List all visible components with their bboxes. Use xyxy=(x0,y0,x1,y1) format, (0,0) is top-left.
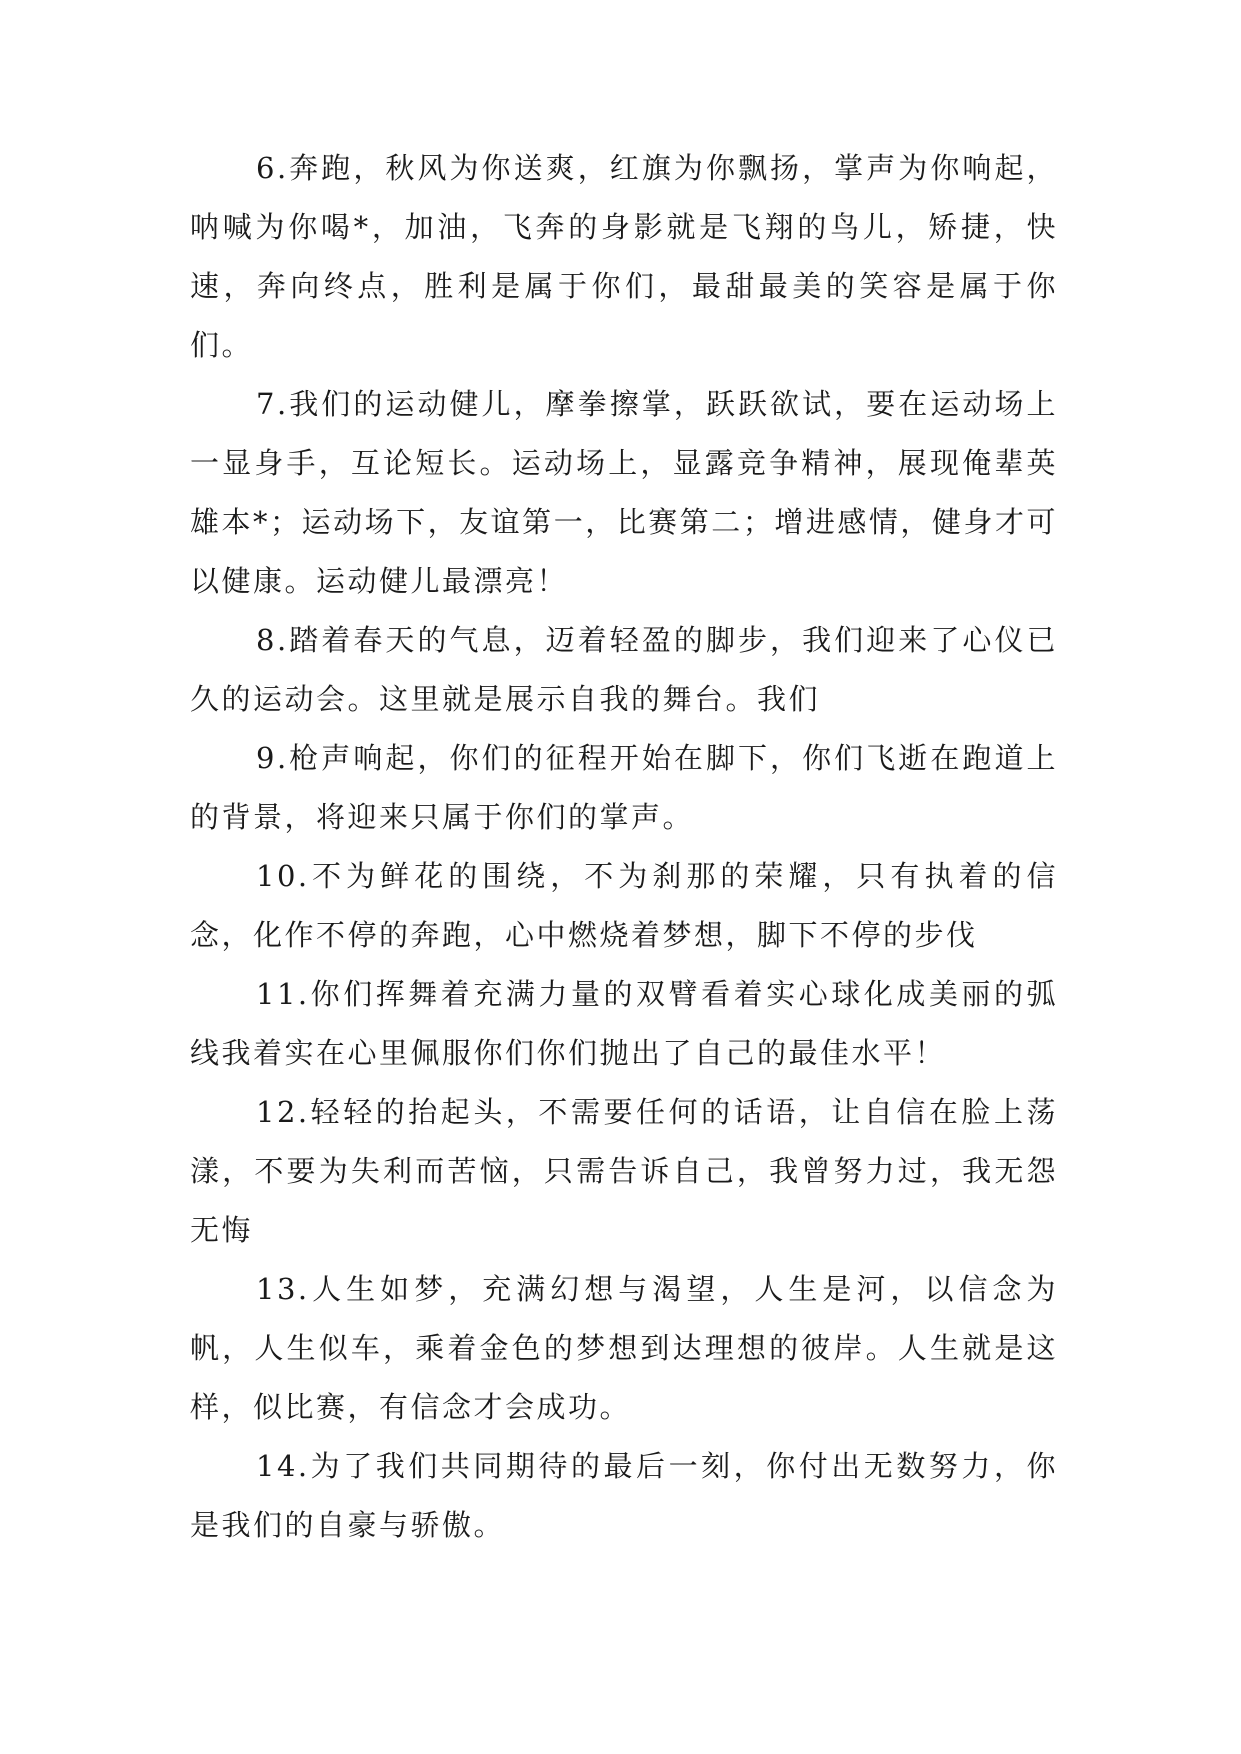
paragraph-14: 14.为了我们共同期待的最后一刻，你付出无数努力，你是我们的自豪与骄傲。 xyxy=(190,1449,1058,1542)
paragraph-8: 8.踏着春天的气息，迈着轻盈的脚步，我们迎来了心仪已久的运动会。这里就是展示自我的舞台。我们 xyxy=(190,623,1058,716)
paragraph-7: 7.我们的运动健儿，摩拳擦掌，跃跃欲试，要在运动场上一显身手，互论短长。运动场上，显露竞争精神，展现俺辈英雄本*；运动场下，友谊第一，比赛第二；增进感情，健身才可以健康。运动健儿最漂亮！ xyxy=(190,387,1058,598)
paragraph-13: 13.人生如梦，充满幻想与渴望，人生是河，以信念为帆，人生似车，乘着金色的梦想到达理想的彼岸。人生就是这样，似比赛，有信念才会成功。 xyxy=(190,1272,1058,1424)
paragraph-12: 12.轻轻的抬起头，不需要任何的话语，让自信在脸上荡漾，不要为失利而苦恼，只需告诉自己，我曾努力过，我无怨无悔 xyxy=(190,1095,1058,1247)
paragraph-6: 6.奔跑，秋风为你送爽，红旗为你飘扬，掌声为你响起，呐喊为你喝*，加油，飞奔的身影就是飞翔的鸟儿，矫捷，快速，奔向终点，胜利是属于你们，最甜最美的笑容是属于你们。 xyxy=(190,151,1058,362)
paragraph-9: 9.枪声响起，你们的征程开始在脚下，你们飞逝在跑道上的背景，将迎来只属于你们的掌声。 xyxy=(190,741,1058,834)
paragraph-11: 11.你们挥舞着充满力量的双臂看着实心球化成美丽的弧线我着实在心里佩服你们你们抛出了自己的最佳水平！ xyxy=(190,977,1058,1070)
paragraph-10: 10.不为鲜花的围绕，不为刹那的荣耀，只有执着的信念，化作不停的奔跑，心中燃烧着梦想，脚下不停的步伐 xyxy=(190,859,1058,952)
document-body xyxy=(190,139,1058,1555)
